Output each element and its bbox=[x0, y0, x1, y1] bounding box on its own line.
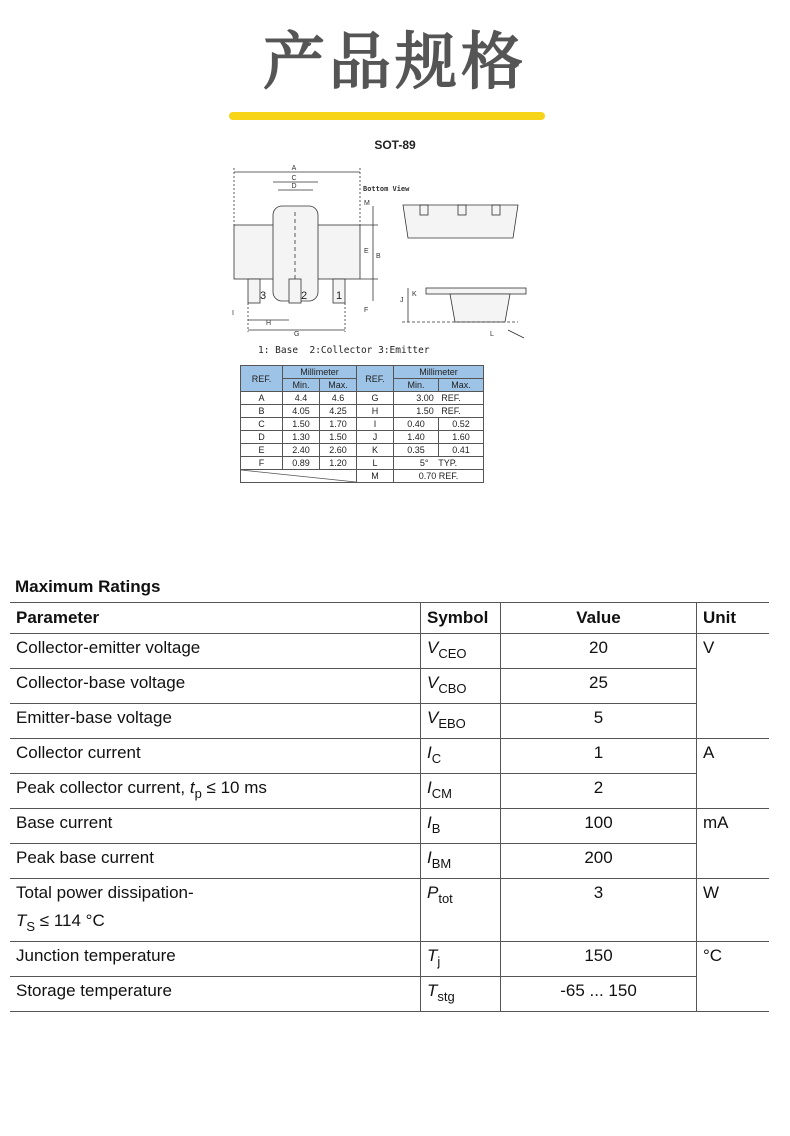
ref-cell: J bbox=[357, 431, 394, 444]
parameter-cell: Storage temperature bbox=[10, 977, 421, 1012]
value-cell: 25 bbox=[501, 669, 697, 704]
min-header-2: Min. bbox=[394, 379, 439, 392]
table-row bbox=[10, 669, 769, 704]
parameter-cell: Collector-base voltage bbox=[10, 669, 421, 704]
min-cell: 0.35 bbox=[394, 444, 439, 457]
min-cell: 0.89 bbox=[283, 457, 320, 470]
table-row bbox=[10, 704, 769, 739]
parameter-cell: Collector-emitter voltage bbox=[10, 634, 421, 669]
unit-cell: V bbox=[697, 634, 770, 669]
mm-header: Millimeter bbox=[283, 366, 357, 379]
pin-1-label: 1 bbox=[336, 290, 343, 302]
dim-row bbox=[241, 418, 484, 431]
dim-row bbox=[241, 457, 484, 470]
dim-row bbox=[241, 444, 484, 457]
min-cell: 1.40 bbox=[394, 431, 439, 444]
dim-letter-a: A bbox=[291, 165, 297, 172]
dim-row bbox=[241, 470, 484, 483]
parameter-cell: Base current bbox=[10, 809, 421, 844]
ref-cell: K bbox=[357, 444, 394, 457]
parameter-cell: Peak base current bbox=[10, 844, 421, 879]
table-row bbox=[10, 977, 769, 1012]
package-drawing bbox=[228, 160, 538, 360]
value-cell: 150 bbox=[501, 942, 697, 977]
max-header-2: Max. bbox=[439, 379, 484, 392]
min-cell: 1.50 bbox=[283, 418, 320, 431]
ref-cell: C bbox=[241, 418, 283, 431]
dimension-table bbox=[240, 365, 484, 483]
min-cell: 2.40 bbox=[283, 444, 320, 457]
max-cell: 4.25 bbox=[320, 405, 357, 418]
symbol-cell: $V_{CEO}$ bbox=[421, 634, 501, 669]
symbol-cell: $I_{BM}$ bbox=[421, 844, 501, 879]
value-cell: 2 bbox=[501, 774, 697, 809]
dim-letter-c: C bbox=[291, 175, 297, 182]
value-cell: 5° TYP. bbox=[394, 457, 484, 470]
parameter-cell: Peak collector current, $t_p \le 10$ ms bbox=[10, 774, 421, 809]
table-row bbox=[10, 634, 769, 669]
value-cell: 0.70 REF. bbox=[394, 470, 484, 483]
max-cell: 0.41 bbox=[439, 444, 484, 457]
value-cell: 3 bbox=[501, 879, 697, 942]
ref-header: REF. bbox=[241, 366, 283, 392]
ratings-table bbox=[10, 602, 769, 1012]
unit-cell bbox=[697, 844, 770, 879]
max-cell: 2.60 bbox=[320, 444, 357, 457]
pin-2-label: 2 bbox=[301, 290, 308, 302]
ref-cell: M bbox=[357, 470, 394, 483]
dim-letter-m: M bbox=[364, 200, 370, 207]
parameter-header: Parameter bbox=[10, 603, 421, 634]
ratings-title: Maximum Ratings bbox=[15, 577, 161, 596]
parameter-cell: Emitter-base voltage bbox=[10, 704, 421, 739]
symbol-cell: $I_B$ bbox=[421, 809, 501, 844]
max-cell: 0.52 bbox=[439, 418, 484, 431]
symbol-cell: $I_{CM}$ bbox=[421, 774, 501, 809]
min-cell: 4.4 bbox=[283, 392, 320, 405]
ref-cell: G bbox=[357, 392, 394, 405]
unit-cell: mA bbox=[697, 809, 770, 844]
dim-letter-e: E bbox=[364, 248, 369, 255]
unit-cell: A bbox=[697, 739, 770, 774]
symbol-header: Symbol bbox=[421, 603, 501, 634]
value-cell: 5 bbox=[501, 704, 697, 739]
symbol-cell: $V_{EBO}$ bbox=[421, 704, 501, 739]
table-row bbox=[10, 739, 769, 774]
max-header: Max. bbox=[320, 379, 357, 392]
dim-row bbox=[241, 405, 484, 418]
ref-cell: I bbox=[357, 418, 394, 431]
value-cell: 20 bbox=[501, 634, 697, 669]
ref-cell: H bbox=[357, 405, 394, 418]
unit-header: Unit bbox=[697, 603, 770, 634]
value-cell: 3.00 REF. bbox=[394, 392, 484, 405]
value-cell: 200 bbox=[501, 844, 697, 879]
unit-cell bbox=[697, 669, 770, 704]
value-cell: 1.50 REF. bbox=[394, 405, 484, 418]
parameter-cell: Collector current bbox=[10, 739, 421, 774]
table-row bbox=[10, 879, 769, 942]
table-row bbox=[10, 942, 769, 977]
bottom-view-label: Bottom View bbox=[363, 185, 410, 193]
min-header: Min. bbox=[283, 379, 320, 392]
max-cell: 1.70 bbox=[320, 418, 357, 431]
ref-cell: E bbox=[241, 444, 283, 457]
parameter-cell: Junction temperature bbox=[10, 942, 421, 977]
table-row bbox=[10, 844, 769, 879]
symbol-cell: $T_{stg}$ bbox=[421, 977, 501, 1012]
ref-cell: D bbox=[241, 431, 283, 444]
unit-cell: °C bbox=[697, 942, 770, 977]
pin-legend: 1: Base 2:Collector 3:Emitter bbox=[258, 345, 430, 356]
unit-cell bbox=[697, 774, 770, 809]
package-name: SOT-89 bbox=[374, 138, 416, 152]
value-cell: 1 bbox=[501, 739, 697, 774]
value-cell: 100 bbox=[501, 809, 697, 844]
max-cell: 1.60 bbox=[439, 431, 484, 444]
value-header: Value bbox=[501, 603, 697, 634]
symbol-cell: $I_C$ bbox=[421, 739, 501, 774]
symbol-cell: $T_j$ bbox=[421, 942, 501, 977]
max-cell: 4.6 bbox=[320, 392, 357, 405]
unit-cell bbox=[697, 704, 770, 739]
min-cell: 1.30 bbox=[283, 431, 320, 444]
page-title: 产品规格 bbox=[262, 25, 527, 98]
dim-letter-b: B bbox=[376, 253, 381, 260]
title-underline bbox=[229, 112, 545, 120]
parameter-cell: Total power dissipation- $T_S \le 114$ °C bbox=[10, 879, 421, 942]
unit-cell: W bbox=[697, 879, 770, 942]
value-cell: -65 ... 150 bbox=[501, 977, 697, 1012]
dim-row bbox=[241, 431, 484, 444]
mm-header-2: Millimeter bbox=[394, 366, 484, 379]
dim-letter-d: D bbox=[291, 183, 297, 190]
dim-letter-g: G bbox=[294, 331, 300, 338]
table-row bbox=[10, 809, 769, 844]
unit-cell bbox=[697, 977, 770, 1012]
symbol-cell: $P_{tot}$ bbox=[421, 879, 501, 942]
dim-row bbox=[241, 392, 484, 405]
dim-letter-j: J bbox=[400, 297, 404, 304]
min-cell: 4.05 bbox=[283, 405, 320, 418]
dim-letter-i: I bbox=[232, 310, 234, 317]
dim-letter-f: F bbox=[364, 307, 369, 314]
min-cell: 0.40 bbox=[394, 418, 439, 431]
ref-cell: B bbox=[241, 405, 283, 418]
ref-cell: A bbox=[241, 392, 283, 405]
dim-letter-l: L bbox=[490, 331, 494, 338]
ref-header-2: REF. bbox=[357, 366, 394, 392]
empty-diagonal-cell bbox=[241, 470, 357, 483]
max-cell: 1.50 bbox=[320, 431, 357, 444]
dim-letter-h: H bbox=[266, 320, 272, 327]
ref-cell: F bbox=[241, 457, 283, 470]
ref-cell: L bbox=[357, 457, 394, 470]
pin-3-label: 3 bbox=[260, 290, 267, 302]
table-row bbox=[10, 774, 769, 809]
dim-letter-k: K bbox=[412, 291, 417, 298]
symbol-cell: $V_{CBO}$ bbox=[421, 669, 501, 704]
max-cell: 1.20 bbox=[320, 457, 357, 470]
